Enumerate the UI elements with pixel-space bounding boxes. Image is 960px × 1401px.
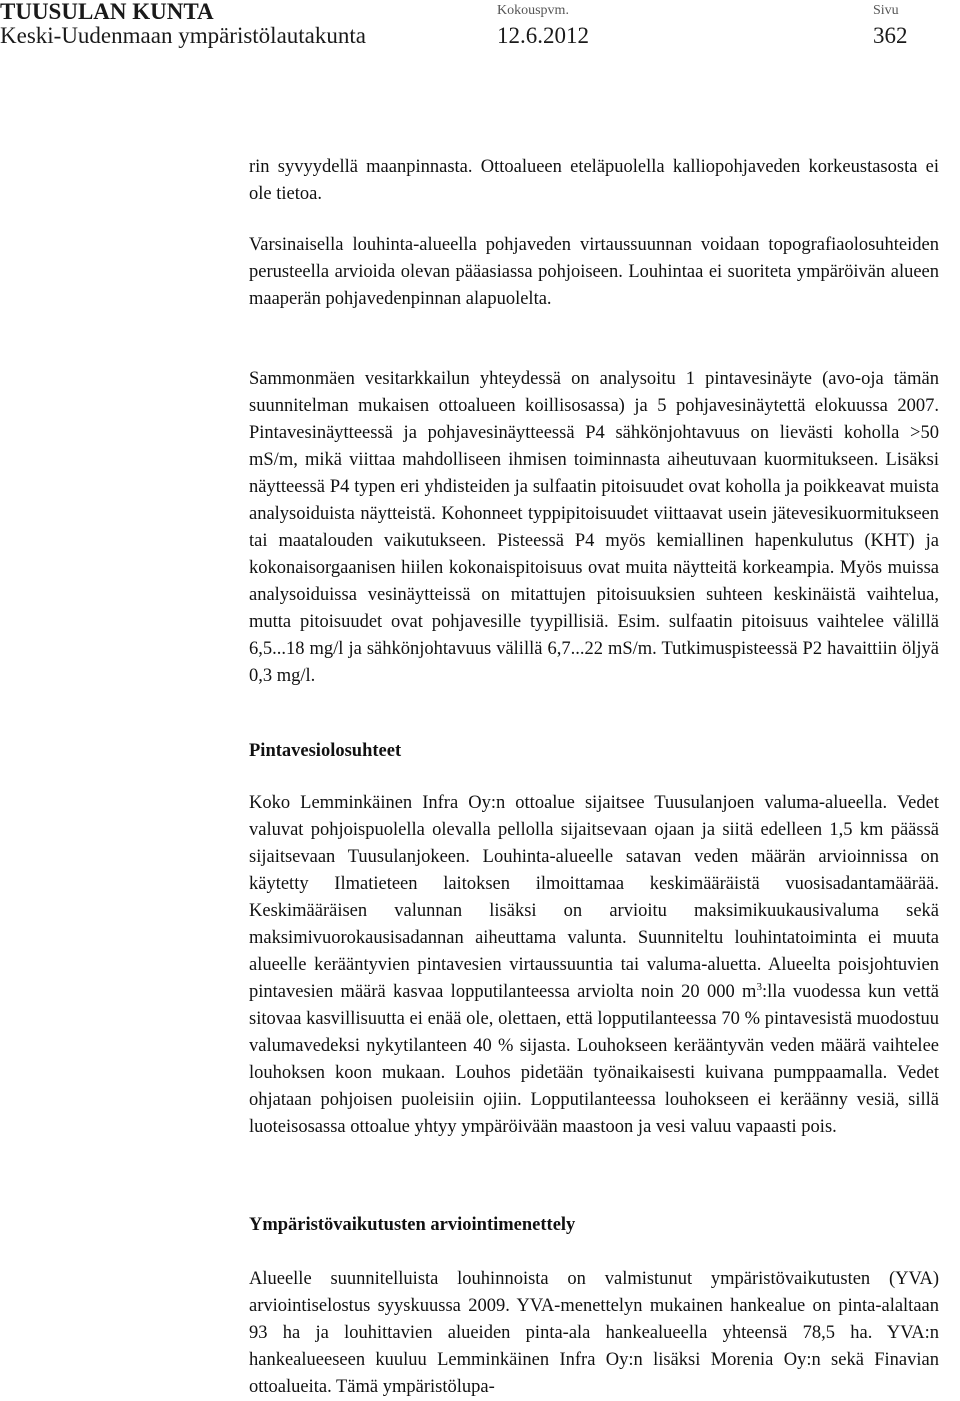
paragraph-groundwater-depth: rin syvyydellä maanpinnasta. Ottoalueen eteläpuolella kalliopohjaveden korkeustasosta ei ole tietoa. (249, 157, 939, 204)
paragraph-flow-direction: Varsinaisella louhinta-alueella pohjaveden virtaussuunnan voidaan topografiaolosuhteiden perusteella arvioida olevan pääasiassa pohjoiseen. Louhintaa ei suoriteta ympäröivän alueen maaperän pohjavedenpinnan alapuolelta. (249, 235, 939, 309)
paragraph-surface-water-part2: :lla vuodessa kun vettä sitovaa kasvillisuutta ei enää ole, olettaen, että lopputilanteessa 70 % pintavesistä muodostuu valumavedeksi nykytilanteen 40 % sijasta. Louhokseen kerääntyvän veden määrä vaihtelee louhoksen koon mukaan. Louhos pidetään työnaikaisesti kuivana pumppaamalla. Vedet ohjataan pohjoisen puoleisiin ojiin. Lopputilanteessa louhokseen ei keräänny vesiä, sillä luoteisosassa ottoalue yhtyy ympäröivään maastoon ja vesi valuu vapaasti pois. (249, 982, 940, 1137)
heading-surface-water: Pintavesiolosuhteet (249, 741, 402, 761)
paragraph-surface-water-part1: Koko Lemminkäinen Infra Oy:n ottoalue sijaitsee Tuusulanjoen valuma-alueella. Vedet valuvat pohjoispuolella olevalla pellolla sijaitsevaan ojaan ja siitä edelleen 1,5 km päässä sijaitsevaan Tuusulanjokeen. Louhinta-alueelle satavan veden määrän arvioinnissa on käytetty Ilmatieteen laitoksen ilmoittamaa keskimääräistä vuosisadantamäärää. Keskimääräisen valunnan lisäksi on arvioitu maksimikuukausivaluma sekä maksimivuorokausisadannan aiheuttama valunta. Suunniteltu louhintatoiminta ei muuta alueelle kerääntyvien pintavesien virtaussuuntia tai valuma-aluetta. Alueelta poisjohtuvien pintavesien määrä kasvaa lopputilanteessa arviolta noin 20 000 m (249, 793, 939, 1002)
paragraph-water-monitoring: Sammonmäen vesitarkkailun yhteydessä on analysoitu 1 pintavesinäyte (avo-oja tämän suunnitelman mukaisen ottoalueen koillisosassa) ja 5 pohjavesinäytettä elokuussa 2007. Pintavesinäytteessä ja pohjavesinäytteessä P4 sähkönjohtavuus on lievästi koholla >50 mS/m, mikä viittaa mahdolliseen ihmisen toiminnasta aiheutuvaan kuormitukseen. Lisäksi näytteessä P4 typen eri yhdisteiden ja sulfaatin pitoisuudet ovat koholla ja poikkeavat muista analysoiduista näytteistä. Kohonneet typpipitoisuudet viittaavat usein jätevesikuormitukseen tai maatalouden vaikutukseen. Pisteessä P4 myös kemiallinen hapenkulutus (KHT) ja kokonaisorgaanisen hiilen kokonaispitoisuus ovat muita näytteitä korkeampia. Myös muissa analysoiduissa vesinäytteissä on mitattujen pitoisuuksien suhteen keskinäistä vaihtelua, mutta pitoisuudet ovat pohjavesille tyypillisiä. Esim. sulfaatin pitoisuus vaihtelee välillä 6,5...18 mg/l ja sähkönjohtavuus välillä 6,7...22 mS/m. Tutkimuspisteessä P2 havaittiin öljyä 0,3 mg/l. (249, 369, 939, 686)
page-number-label: Sivu (873, 3, 899, 18)
meeting-date-label: Kokouspvm. (497, 3, 569, 18)
cubic-superscript: 3 (756, 980, 762, 993)
page-number: 362 (873, 23, 908, 48)
board-name: Keski-Uudenmaan ympäristölautakunta (0, 23, 366, 48)
paragraph-surface-water (249, 790, 939, 1141)
organization-name: TUUSULAN KUNTA (0, 0, 214, 24)
meeting-date: 12.6.2012 (497, 23, 589, 48)
heading-eia-procedure: Ympäristövaikutusten arviointimenettely (249, 1215, 576, 1235)
paragraph-eia: Alueelle suunnitelluista louhinnoista on valmistunut ympäristövaikutusten (YVA) arviointiselostus syyskuussa 2009. YVA-menettelyn mukainen hankealue on pinta-alaltaan 93 ha ja louhittavien alueiden pinta-ala hankealueella yhteensä 78,5 ha. YVA:n hankealueeseen kuuluu Lemminkäinen Infra Oy:n lisäksi Morenia Oy:n sekä Finavian ottoalueita. Tämä ympäristölupa- (249, 1269, 939, 1397)
